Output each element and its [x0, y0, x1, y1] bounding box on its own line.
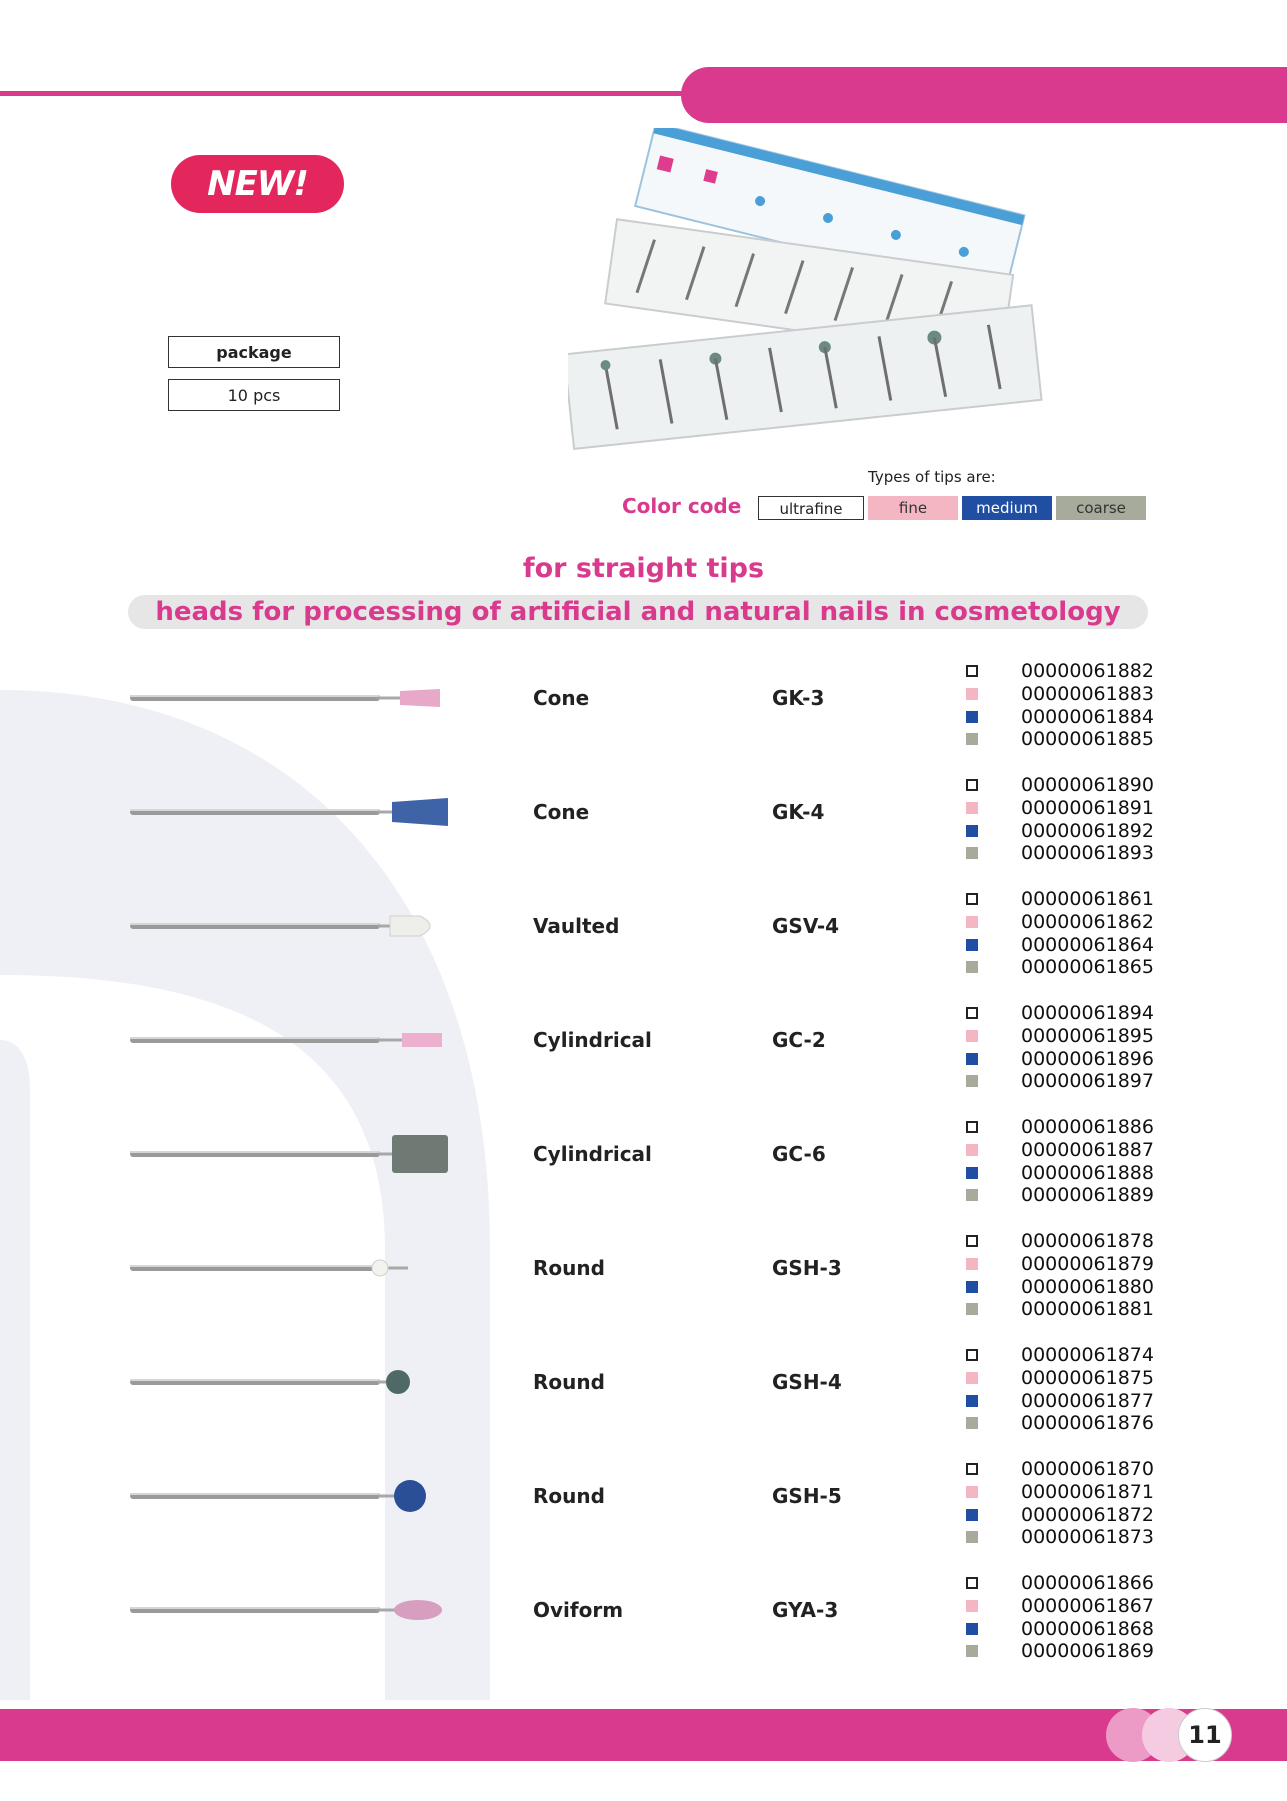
- article-number: 00000061880: [1021, 1275, 1154, 1298]
- fine-swatch-icon: [966, 1372, 978, 1384]
- coarse-swatch-icon: [966, 1189, 978, 1201]
- article-number: 00000061883: [1021, 682, 1154, 705]
- product-row: [0, 660, 1287, 774]
- article-number: 00000061890: [1021, 774, 1154, 796]
- legend-coarse: coarse: [1056, 496, 1146, 520]
- fine-swatch-icon: [966, 1600, 978, 1612]
- legend-ultrafine: ultrafine: [758, 496, 864, 520]
- coarse-swatch-icon: [966, 961, 978, 973]
- ultrafine-swatch-icon: [966, 665, 978, 677]
- product-row: [0, 1230, 1287, 1344]
- tip-head: [386, 1370, 410, 1394]
- medium-swatch-icon: [966, 711, 978, 723]
- article-number: 00000061893: [1021, 842, 1154, 865]
- tip-image: [128, 787, 458, 837]
- header-line: [0, 91, 700, 96]
- package-value: 10 pcs: [168, 379, 340, 411]
- tip-name: Oviform: [533, 1598, 624, 1622]
- article-number: 00000061870: [1021, 1458, 1154, 1480]
- tip-code: GSH-3: [772, 1256, 842, 1280]
- tip-image: [128, 1243, 458, 1293]
- product-row: [0, 1572, 1287, 1686]
- tip-code: GSH-4: [772, 1370, 842, 1394]
- article-number: 00000061881: [1021, 1298, 1154, 1321]
- tip-code: GSH-5: [772, 1484, 842, 1508]
- medium-swatch-icon: [966, 1395, 978, 1407]
- medium-swatch-icon: [966, 1623, 978, 1635]
- ultrafine-swatch-icon: [966, 1235, 978, 1247]
- tip-image: [128, 901, 458, 951]
- ultrafine-swatch-icon: [966, 1349, 978, 1361]
- tip-image: [128, 1357, 458, 1407]
- article-number: 00000061886: [1021, 1116, 1154, 1138]
- fine-swatch-icon: [966, 916, 978, 928]
- product-row: [0, 1458, 1287, 1572]
- tip-code: GC-2: [772, 1028, 826, 1052]
- article-number: 00000061875: [1021, 1366, 1154, 1389]
- medium-swatch-icon: [966, 825, 978, 837]
- product-row: [0, 1116, 1287, 1230]
- medium-swatch-icon: [966, 939, 978, 951]
- tip-name: Round: [533, 1256, 605, 1280]
- coarse-swatch-icon: [966, 733, 978, 745]
- fine-swatch-icon: [966, 1486, 978, 1498]
- medium-swatch-icon: [966, 1281, 978, 1293]
- article-number: 00000061868: [1021, 1617, 1154, 1640]
- coarse-swatch-icon: [966, 1303, 978, 1315]
- tip-head: [392, 1135, 448, 1173]
- article-number: 00000061873: [1021, 1526, 1154, 1549]
- new-badge: NEW!: [171, 155, 344, 213]
- tip-head: [394, 1480, 426, 1512]
- legend-medium: medium: [962, 496, 1052, 520]
- tip-code: GC-6: [772, 1142, 826, 1166]
- fine-swatch-icon: [966, 1258, 978, 1270]
- tip-code: GK-4: [772, 800, 825, 824]
- article-number: 00000061897: [1021, 1070, 1154, 1093]
- tip-image: [128, 1129, 458, 1179]
- package-label: package: [168, 336, 340, 368]
- header-bar: [681, 67, 1287, 123]
- article-number: 00000061864: [1021, 933, 1154, 956]
- footer-bar: [0, 1709, 1287, 1761]
- article-number: 00000061879: [1021, 1252, 1154, 1275]
- article-number: 00000061872: [1021, 1503, 1154, 1526]
- ultrafine-swatch-icon: [966, 1007, 978, 1019]
- tip-name: Cylindrical: [533, 1142, 652, 1166]
- tip-image: [128, 1471, 458, 1521]
- medium-swatch-icon: [966, 1509, 978, 1521]
- article-number: 00000061861: [1021, 888, 1154, 910]
- article-number: 00000061867: [1021, 1594, 1154, 1617]
- fine-swatch-icon: [966, 688, 978, 700]
- article-number: 00000061876: [1021, 1412, 1154, 1435]
- article-number: 00000061862: [1021, 910, 1154, 933]
- section-subtitle: for straight tips: [522, 553, 765, 584]
- tip-image: [128, 1015, 458, 1065]
- coarse-swatch-icon: [966, 1645, 978, 1657]
- article-number: 00000061891: [1021, 796, 1154, 819]
- tip-head: [390, 916, 430, 936]
- article-number: 00000061866: [1021, 1572, 1154, 1594]
- medium-swatch-icon: [966, 1167, 978, 1179]
- article-number: 00000061869: [1021, 1640, 1154, 1663]
- article-number: 00000061874: [1021, 1344, 1154, 1366]
- section-title: heads for processing of artificial and natural nails in cosmetology: [155, 597, 1121, 627]
- article-number: 00000061882: [1021, 660, 1154, 682]
- article-number: 00000061877: [1021, 1389, 1154, 1412]
- ultrafine-swatch-icon: [966, 1463, 978, 1475]
- color-code-label: Color code: [622, 494, 742, 518]
- tip-name: Cone: [533, 686, 590, 710]
- article-number: 00000061888: [1021, 1161, 1154, 1184]
- ultrafine-swatch-icon: [966, 1121, 978, 1133]
- tip-name: Vaulted: [533, 914, 620, 938]
- legend-fine: fine: [868, 496, 958, 520]
- tip-head: [392, 798, 448, 826]
- tip-image: [128, 1585, 458, 1635]
- article-number: 00000061865: [1021, 956, 1154, 979]
- product-row: [0, 1002, 1287, 1116]
- fine-swatch-icon: [966, 1144, 978, 1156]
- tip-name: Round: [533, 1484, 605, 1508]
- page-number: 11: [1178, 1708, 1232, 1762]
- tip-code: GSV-4: [772, 914, 840, 938]
- tip-name: Round: [533, 1370, 605, 1394]
- coarse-swatch-icon: [966, 1531, 978, 1543]
- product-row: [0, 774, 1287, 888]
- tip-head: [372, 1260, 388, 1276]
- article-number: 00000061887: [1021, 1138, 1154, 1161]
- article-number: 00000061885: [1021, 728, 1154, 751]
- fine-swatch-icon: [966, 1030, 978, 1042]
- coarse-swatch-icon: [966, 1417, 978, 1429]
- tip-name: Cylindrical: [533, 1028, 652, 1052]
- tip-code: GK-3: [772, 686, 825, 710]
- article-number: 00000061871: [1021, 1480, 1154, 1503]
- tip-code: GYA-3: [772, 1598, 839, 1622]
- product-row: [0, 888, 1287, 1002]
- article-number: 00000061884: [1021, 705, 1154, 728]
- tip-head: [394, 1600, 442, 1620]
- article-number: 00000061878: [1021, 1230, 1154, 1252]
- article-number: 00000061892: [1021, 819, 1154, 842]
- ultrafine-swatch-icon: [966, 893, 978, 905]
- tip-head: [400, 689, 440, 707]
- product-row: [0, 1344, 1287, 1458]
- ultrafine-swatch-icon: [966, 779, 978, 791]
- tip-image: [128, 673, 458, 723]
- article-number: 00000061896: [1021, 1047, 1154, 1070]
- fine-swatch-icon: [966, 802, 978, 814]
- article-number: 00000061889: [1021, 1184, 1154, 1207]
- tip-name: Cone: [533, 800, 590, 824]
- tip-head: [402, 1033, 442, 1047]
- medium-swatch-icon: [966, 1053, 978, 1065]
- article-number: 00000061894: [1021, 1002, 1154, 1024]
- tip-types-label: Types of tips are:: [868, 468, 996, 486]
- coarse-swatch-icon: [966, 847, 978, 859]
- package-photo: [568, 128, 1068, 468]
- coarse-swatch-icon: [966, 1075, 978, 1087]
- ultrafine-swatch-icon: [966, 1577, 978, 1589]
- article-number: 00000061895: [1021, 1024, 1154, 1047]
